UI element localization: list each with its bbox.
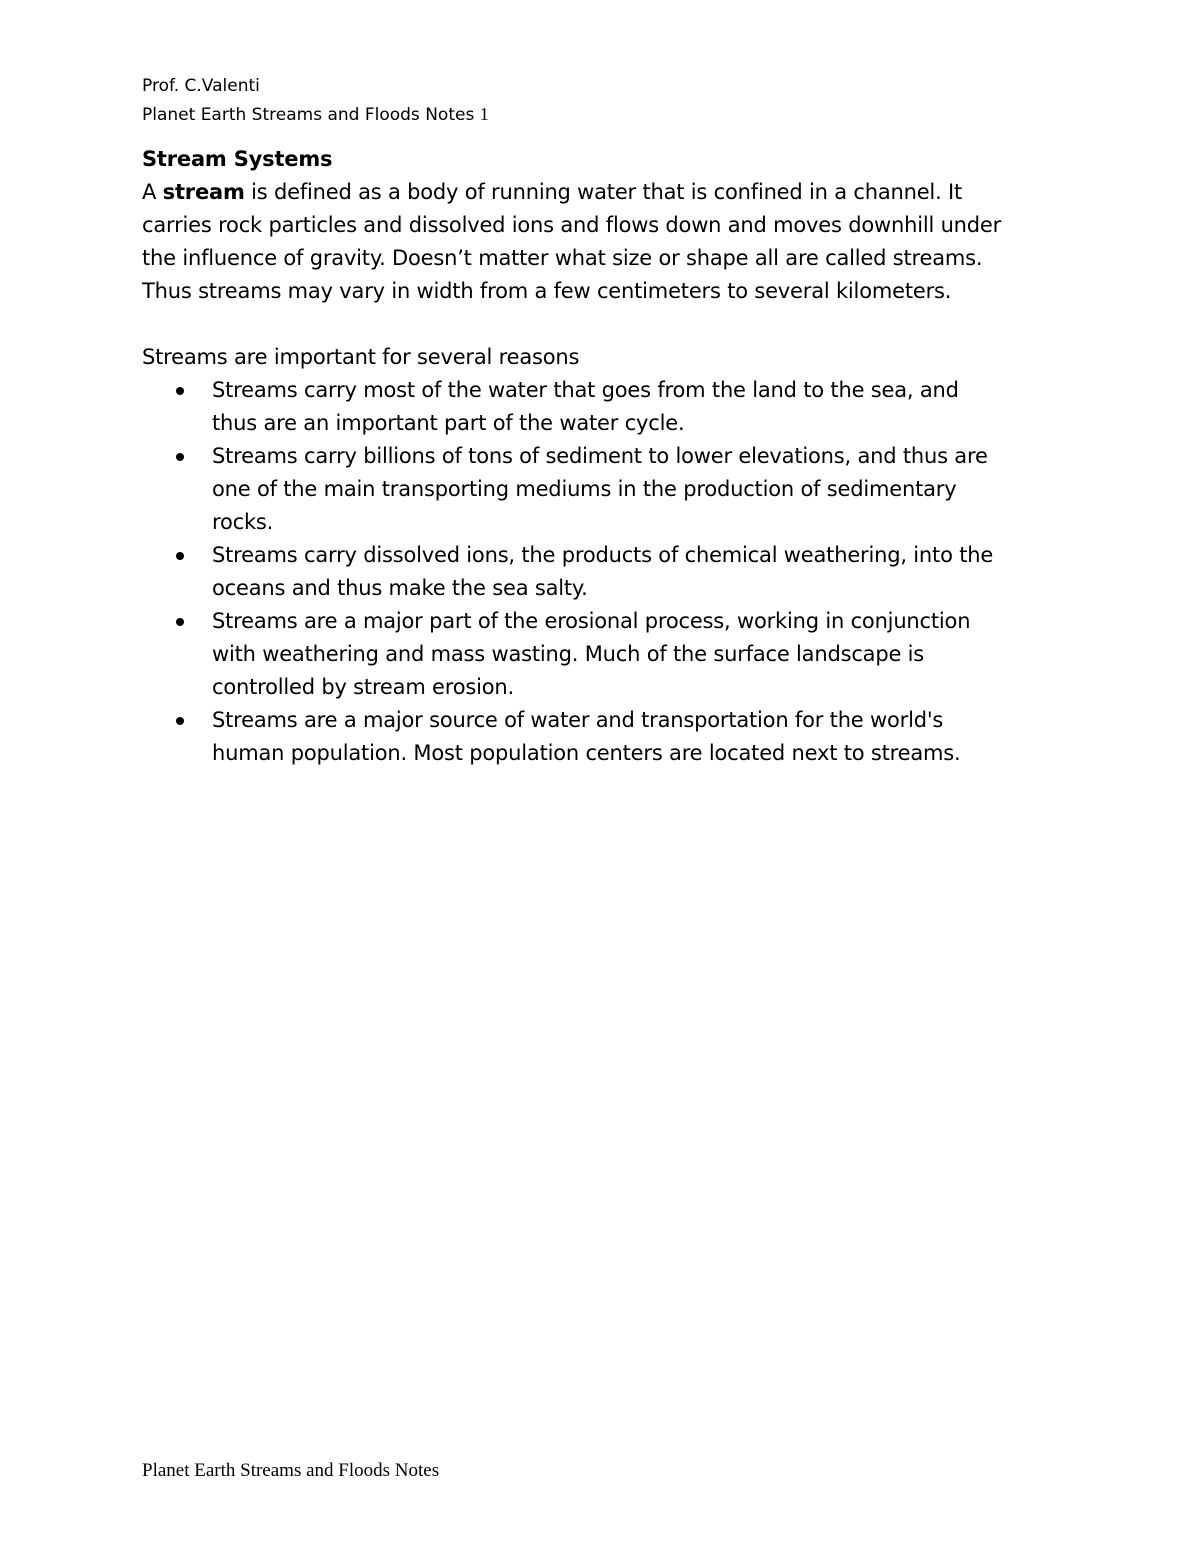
list-item: [142, 605, 1062, 704]
list-item: [142, 704, 1062, 770]
list-item-line: rocks.: [212, 510, 274, 534]
list-item: [142, 374, 1062, 440]
page-number: 1: [479, 104, 489, 124]
definition-line-2: carries rock particles and dissolved ions and flows down and moves downhill under: [142, 213, 1002, 237]
author-line: Prof. C.Valenti: [142, 76, 260, 96]
paragraph-spacer: [142, 308, 1062, 341]
list-item-line: one of the main transporting mediums in the production of sedimentary: [212, 477, 957, 501]
main-content: [142, 143, 1062, 770]
bullet-icon: [176, 387, 184, 395]
list-item: [142, 539, 1062, 605]
list-item-line: Streams carry dissolved ions, the products of chemical weathering, into the: [212, 543, 994, 567]
bullet-icon: [176, 552, 184, 560]
list-item-line: with weathering and mass wasting. Much of the surface landscape is: [212, 642, 925, 666]
document-title-line: [142, 100, 489, 129]
list-item-line: Streams carry billions of tons of sediment to lower elevations, and thus are: [212, 444, 988, 468]
list-item-line: Streams carry most of the water that goes from the land to the sea, and: [212, 378, 959, 402]
list-item-line: thus are an important part of the water cycle.: [212, 411, 685, 435]
definition-line-3: the influence of gravity. Doesn’t matter what size or shape all are called streams.: [142, 246, 983, 270]
definition-lead: A: [142, 180, 157, 204]
page-footer: Planet Earth Streams and Floods Notes: [142, 1460, 440, 1481]
list-item-line: oceans and thus make the sea salty.: [212, 576, 588, 600]
reasons-list: [142, 374, 1062, 770]
list-item-line: controlled by stream erosion.: [212, 675, 515, 699]
definition-term: stream: [162, 180, 245, 204]
page-header: [142, 72, 489, 129]
definition-line-1: [142, 176, 1062, 209]
list-item-line: Streams are a major source of water and transportation for the world's: [212, 708, 944, 732]
bullet-icon: [176, 453, 184, 461]
section-heading: Stream Systems: [142, 147, 333, 171]
definition-rest: is defined as a body of running water that is confined in a channel. It: [244, 180, 963, 204]
list-item-line: Streams are a major part of the erosional process, working in conjunction: [212, 609, 971, 633]
document-title: Planet Earth Streams and Floods Notes: [142, 105, 475, 125]
list-item: [142, 440, 1062, 539]
bullet-icon: [176, 618, 184, 626]
definition-paragraph: [142, 176, 1062, 308]
bullet-icon: [176, 717, 184, 725]
definition-line-4: Thus streams may vary in width from a few centimeters to several kilometers.: [142, 279, 952, 303]
reasons-intro: Streams are important for several reasons: [142, 345, 580, 369]
list-item-line: human population. Most population centers are located next to streams.: [212, 741, 961, 765]
